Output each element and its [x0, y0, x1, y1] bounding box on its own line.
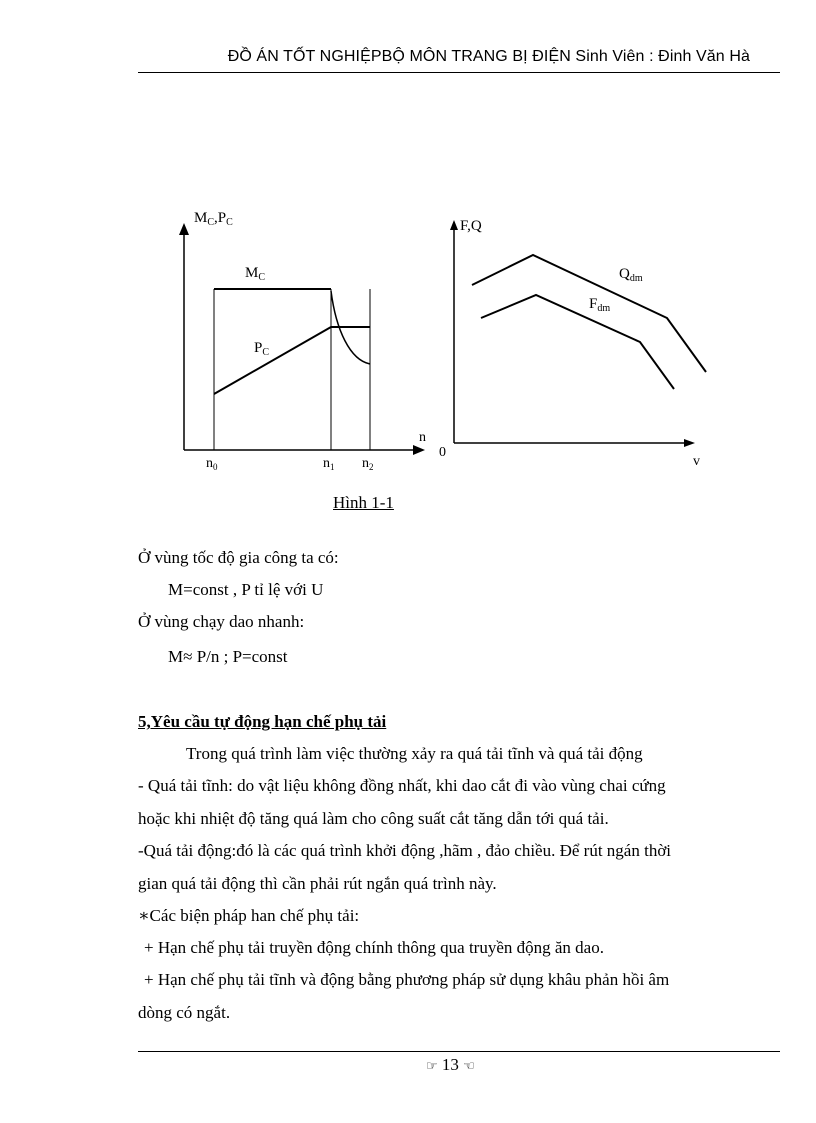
right-y-axis-label: F,Q: [460, 218, 482, 234]
body-line-3: Ở vùng chạy dao nhanh:: [138, 612, 305, 631]
tick-n2: $n_2$: [362, 456, 374, 472]
mc-label: $M_C$: [245, 265, 266, 283]
paragraph-line-7: + Hạn chế phụ tải truyền động chính thông qua truyền động ăn dao.: [144, 938, 604, 957]
q-dm-curve: [472, 255, 706, 372]
tick-n1: $n_1$: [323, 456, 335, 472]
body-line-4: M≈ P/n ; P=const: [168, 647, 288, 666]
left-hand-icon: ☞: [426, 1059, 438, 1074]
paragraph-line-6: ∗Các biện pháp han chế phụ tải:: [138, 906, 360, 925]
left-y-axis-label: $M_C,P_C$: [194, 210, 233, 228]
body-line-1: Ở vùng tốc độ gia công ta có:: [138, 548, 339, 567]
right-x-axis-label: v: [693, 454, 700, 469]
right-origin-label: 0: [439, 445, 446, 460]
f-dm-label: $F_{dm}$: [589, 296, 611, 314]
paragraph-line-3: hoặc khi nhiệt độ tăng quá làm cho công suất cắt tăng dẫn tới quá tải.: [138, 809, 609, 828]
tick-n0: $n_0$: [206, 456, 218, 472]
paragraph-line-8: + Hạn chế phụ tải tĩnh và động bằng phương pháp sử dụng khâu phản hồi âm: [144, 970, 670, 989]
figure-caption: Hình 1-1: [333, 493, 394, 512]
left-chart: [179, 210, 426, 472]
left-x-axis-arrow: [413, 445, 425, 455]
page-footer: [426, 1055, 475, 1075]
right-chart: [439, 218, 706, 469]
footer-rule: [138, 1051, 780, 1052]
paragraph-line-2: - Quá tải tĩnh: do vật liệu không đồng nhất, khi dao cắt đi vào vùng chai cứng: [138, 776, 666, 795]
f-dm-curve: [481, 295, 674, 389]
header-text: ĐỒ ÁN TỐT NGHIỆPBỘ MÔN TRANG BỊ ĐIỆN Sinh Viên : Đinh Văn Hà: [227, 48, 750, 65]
q-dm-label: $Q_{dm}$: [619, 266, 643, 284]
left-y-axis-arrow: [179, 223, 189, 235]
right-hand-icon: ☜: [463, 1059, 475, 1074]
paragraph-line-1: Trong quá trình làm việc thường xảy ra quá tải tĩnh và quá tải động: [186, 744, 643, 763]
page-number: 13: [441, 1055, 459, 1074]
figure-1-1: [0, 0, 816, 520]
pc-curve: [214, 327, 370, 394]
paragraph-line-4: -Quá tải động:đó là các quá trình khởi động ,hãm , đảo chiều. Để rút ngán thời: [138, 841, 672, 860]
pc-label: $P_C$: [254, 340, 270, 358]
body-line-2: M=const , P tỉ lệ với U: [168, 580, 324, 599]
paragraph-line-5: gian quá tải động thì cần phải rút ngắn quá trình này.: [138, 874, 497, 893]
left-x-axis-label: n: [419, 430, 426, 445]
section-title: 5,Yêu cầu tự động hạn chế phụ tải: [138, 712, 387, 731]
right-y-axis-arrow: [450, 220, 458, 230]
paragraph-line-9: dòng có ngắt.: [138, 1003, 231, 1022]
right-x-axis-arrow: [684, 439, 695, 447]
